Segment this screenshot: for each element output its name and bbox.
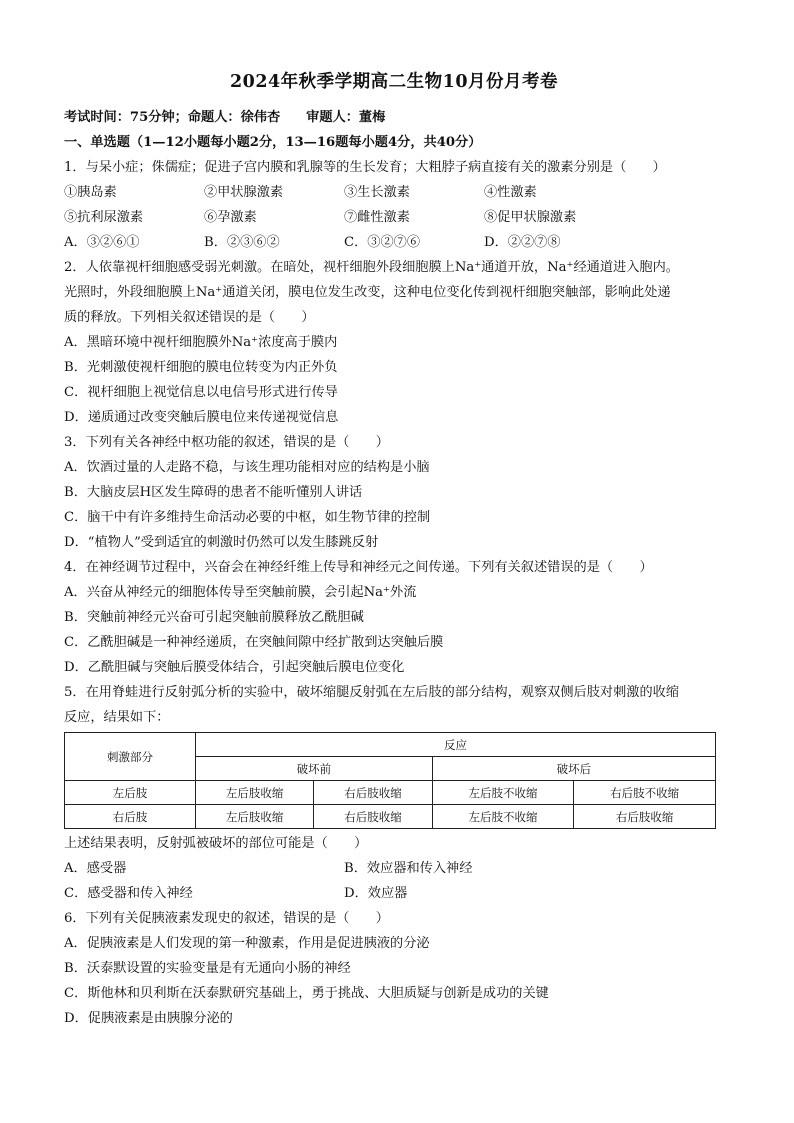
question-5-stem-line1: 5．在用脊蛙进行反射弧分析的实验中，破坏缩腿反射弧在左后肢的部分结构，观察双侧后肢对刺激的收缩 bbox=[64, 685, 680, 700]
question-1-options bbox=[64, 230, 724, 255]
item: ④性激素 bbox=[484, 185, 537, 200]
option-d: D．效应器 bbox=[344, 886, 408, 901]
item: ⑤抗利尿激素 bbox=[64, 210, 144, 225]
option-c: C．③②⑦⑥ bbox=[344, 235, 421, 250]
option-d: D．“植物人”受到适宜的刺激时仍然可以发生膝跳反射 bbox=[64, 535, 379, 550]
question-1-items-row2 bbox=[64, 205, 724, 230]
exam-title: 2024年秋季学期高二生物10月份月考卷 bbox=[229, 72, 559, 92]
question-4-stem: 4．在神经调节过程中，兴奋会在神经纤维上传导和神经元之间传递。下列有关叙述错误的是（ ） bbox=[64, 560, 653, 575]
question-1-stem: 1．与呆小症；侏儒症；促进子宫内膜和乳腺等的生长发育；大粗脖子病直接有关的激素分别是（ ） bbox=[64, 160, 666, 175]
table-cell: 右后肢不收缩 bbox=[574, 781, 716, 805]
option-d: D．递质通过改变突触后膜电位来传递视觉信息 bbox=[64, 410, 339, 425]
section-heading: 一、单选题（1—12小题每小题2分，13—16题每小题4分，共40分） bbox=[64, 135, 482, 150]
option-d: D．②②⑦⑧ bbox=[484, 235, 561, 250]
question-5-prompt: 上述结果表明，反射弧被破坏的部位可能是（ ） bbox=[64, 836, 368, 851]
table-cell: 右后肢 bbox=[65, 805, 196, 829]
question-1-items-row1 bbox=[64, 180, 724, 205]
option-b: B．大脑皮层H区发生障碍的患者不能听懂别人讲话 bbox=[64, 485, 363, 500]
item: ③生长激素 bbox=[344, 185, 410, 200]
exam-reviewer: 审题人：董梅 bbox=[306, 110, 386, 125]
option-a: A．黑暗环境中视杆细胞膜外Na⁺浓度高于膜内 bbox=[64, 335, 338, 350]
question-5-options-row2 bbox=[64, 881, 724, 906]
option-c: C．斯他林和贝利斯在沃泰默研究基础上，勇于挑战、大胆质疑与创新是成功的关键 bbox=[64, 986, 549, 1001]
table-cell: 左后肢不收缩 bbox=[432, 781, 574, 805]
header-after: 破坏后 bbox=[432, 757, 715, 781]
item: ①胰岛素 bbox=[64, 185, 117, 200]
item: ②甲状腺激素 bbox=[204, 185, 284, 200]
option-b: B．效应器和传入神经 bbox=[344, 861, 473, 876]
question-6-stem: 6．下列有关促胰液素发现史的叙述，错误的是（ ） bbox=[64, 911, 389, 926]
option-d: D．促胰液素是由胰腺分泌的 bbox=[64, 1011, 233, 1026]
item: ⑧促甲状腺激素 bbox=[484, 210, 577, 225]
option-a: A．促胰液素是人们发现的第一种激素，作用是促进胰液的分泌 bbox=[64, 936, 430, 951]
option-c: C．乙酰胆碱是一种神经递质，在突触间隙中经扩散到达突触后膜 bbox=[64, 635, 444, 650]
option-a: A．③②⑥① bbox=[64, 235, 140, 250]
table-cell: 左后肢 bbox=[65, 781, 196, 805]
experiment-table bbox=[64, 732, 716, 829]
header-before: 破坏前 bbox=[196, 757, 433, 781]
question-2-stem-line2: 光照时，外段细胞膜上Na⁺通道关闭，膜电位发生改变，这种电位变化传到视杆细胞突触部，影响此处递 bbox=[64, 285, 671, 300]
exam-time-author: 考试时间：75分钟；命题人：徐伟杏 bbox=[64, 110, 281, 125]
exam-meta bbox=[64, 105, 724, 130]
option-c: C．脑干中有许多维持生命活动必要的中枢，如生物节律的控制 bbox=[64, 510, 431, 525]
question-5-options-row1 bbox=[64, 856, 724, 881]
option-b: B．光刺激使视杆细胞的膜电位转变为内正外负 bbox=[64, 360, 338, 375]
question-5-stem-line2: 反应，结果如下： bbox=[64, 710, 170, 725]
option-c: C．感受器和传入神经 bbox=[64, 886, 193, 901]
table-row bbox=[65, 805, 716, 829]
table-cell: 左后肢不收缩 bbox=[432, 805, 574, 829]
header-response: 反应 bbox=[196, 733, 716, 757]
table-cell: 左后肢收缩 bbox=[196, 781, 314, 805]
option-b: B．沃泰默设置的实验变量是有无通向小肠的神经 bbox=[64, 961, 351, 976]
option-d: D．乙酰胆碱与突触后膜受体结合，引起突触后膜电位变化 bbox=[64, 660, 405, 675]
option-b: B．突触前神经元兴奋可引起突触前膜释放乙酰胆碱 bbox=[64, 610, 364, 625]
item: ⑦雌性激素 bbox=[344, 210, 410, 225]
table-cell: 右后肢收缩 bbox=[314, 781, 432, 805]
table-row bbox=[65, 781, 716, 805]
option-a: A．饮酒过量的人走路不稳，与该生理功能相对应的结构是小脑 bbox=[64, 460, 430, 475]
option-a: A．感受器 bbox=[64, 861, 127, 876]
table-cell: 右后肢收缩 bbox=[314, 805, 432, 829]
table-cell: 左后肢收缩 bbox=[196, 805, 314, 829]
question-2-stem-line3: 质的释放。下列相关叙述错误的是（ ） bbox=[64, 310, 315, 325]
option-c: C．视杆细胞上视觉信息以电信号形式进行传导 bbox=[64, 385, 338, 400]
option-b: B．②③⑥② bbox=[204, 235, 280, 250]
header-stimulus: 刺激部分 bbox=[65, 733, 196, 781]
item: ⑥孕激素 bbox=[204, 210, 257, 225]
option-a: A．兴奋从神经元的细胞体传导至突触前膜，会引起Na⁺外流 bbox=[64, 585, 417, 600]
question-2-stem-line1: 2．人依靠视杆细胞感受弱光刺激。在暗处，视杆细胞外段细胞膜上Na⁺通道开放，Na⁺经通道进入胞内。 bbox=[64, 260, 679, 275]
table-cell: 右后肢收缩 bbox=[574, 805, 716, 829]
question-3-stem: 3．下列有关各神经中枢功能的叙述，错误的是（ ） bbox=[64, 435, 389, 450]
